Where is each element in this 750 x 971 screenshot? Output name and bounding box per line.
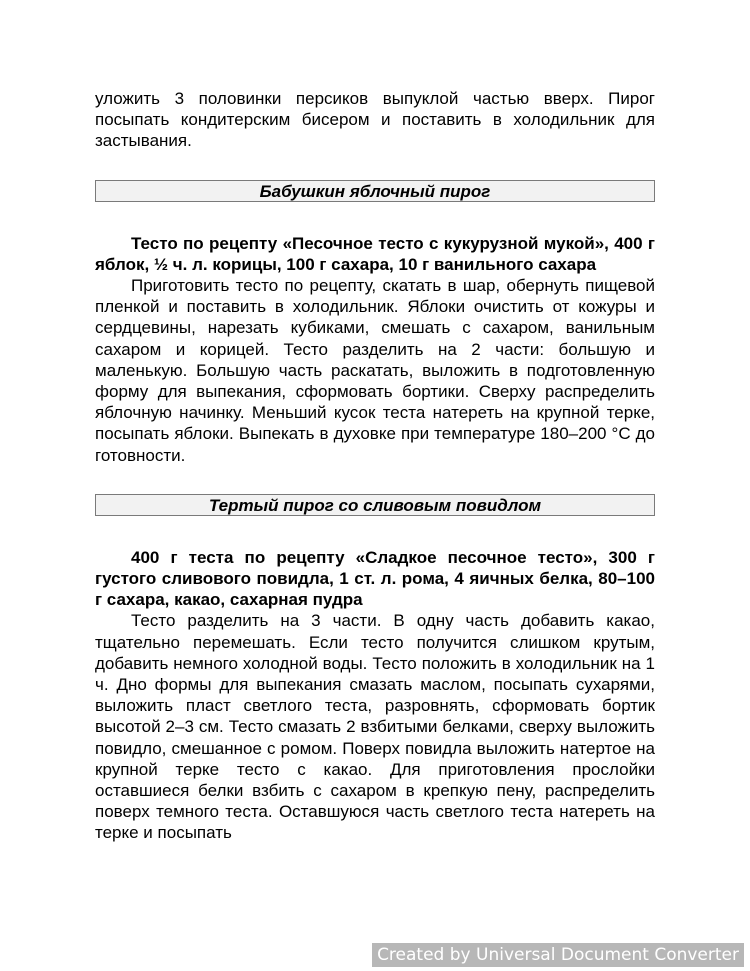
recipe-instructions: Приготовить тесто по рецепту, скатать в шар, обернуть пищевой пленкой и поставить в холодильник. Яблоки очистить от кожуры и сердцевины, нарезать кубиками, смешать с сахаром, ванильным сахаром и корицей. Тесто разделить на 2 части: большую и маленькую. Большую часть раскатать, выложить в подготовленную форму для выпекания, сформовать бортики. Сверху распределить яблочную начинку. Меньший кусок теста натереть на крупной терке, посыпать яблоки. Выпекать в духовке при температуре 180–200 °С до готовности. — [95, 276, 655, 465]
recipe-ingredients: 400 г теста по рецепту «Сладкое песочное тесто», 300 г густого сливового повидла, 1 ст. л. рома, 4 яичных белка, 80–100 г сахара, какао, сахарная пудра — [95, 547, 655, 610]
recipe-title: Тертый пирог со сливовым повидлом — [95, 494, 655, 516]
recipe-title: Бабушкин яблочный пирог — [95, 180, 655, 202]
recipe-instructions: Тесто разделить на 3 части. В одну часть добавить какао, тщательно перемешать. Если тесто получится слишком крутым, добавить немного холодной воды. Тесто положить в холодильник на 1 ч. Дно формы для выпекания смазать маслом, посыпать сухарями, выложить пласт светлого теста, разровнять, сформовать бортик высотой 2–3 см. Тесто смазать 2 взбитыми белками, сверху выложить повидло, смешанное с ромом. Поверх повидла выложить натертое на крупной терке тесто с какао. Для приготовления прослойки оставшиеся белки взбить с сахаром в крепкую пену, распределить поверх темного теста. Оставшуюся часть светлого теста натереть на терке и посыпать — [95, 611, 655, 843]
watermark-label: Created by Universal Document Converter — [372, 943, 744, 967]
recipe-ingredients: Тесто по рецепту «Песочное тесто с кукурузной мукой», 400 г яблок, ½ ч. л. корицы, 100 г сахара, 10 г ванильного сахара — [95, 233, 655, 274]
document-page — [95, 88, 655, 844]
intro-paragraph: уложить 3 половинки персиков выпуклой частью вверх. Пирог посыпать кондитерским бисером и поставить в холодильник для застывания. — [95, 89, 655, 151]
